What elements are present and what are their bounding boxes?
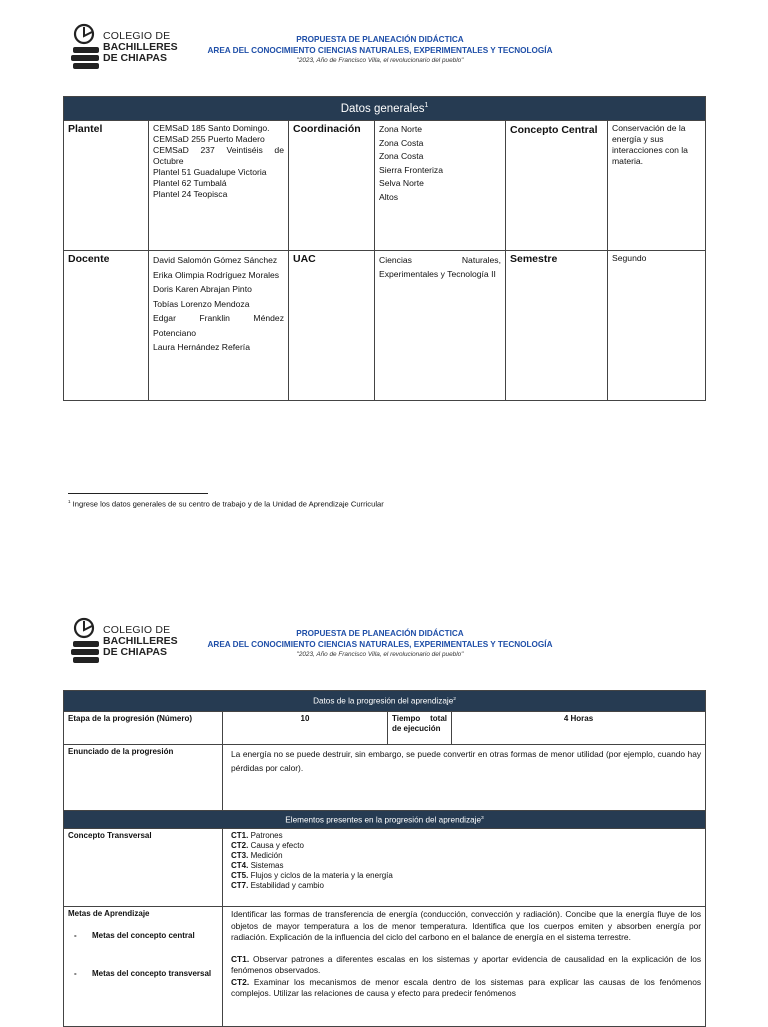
uac-value: Ciencias Naturales, Experimentales y Tecnología II <box>375 251 506 401</box>
plantel-item: Plantel 51 Guadalupe Victoria <box>153 167 267 177</box>
logo-line-2: BACHILLERES <box>103 41 178 53</box>
datos-generales-title: Datos generales$^1$ <box>64 97 706 121</box>
semestre-label: Semestre <box>506 251 608 401</box>
coordinacion-item: Sierra Fronteriza <box>379 164 443 175</box>
footnote-1: $^1$ Ingrese los datos generales de su centro de trabajo y de la Unidad de Aprendizaje Curricular <box>68 499 384 509</box>
coordinacion-item: Zona Costa <box>379 137 424 148</box>
progresion-table <box>63 690 706 1027</box>
header-title: PROPUESTA DE PLANEACIÓN DIDÁCTICA <box>296 629 464 638</box>
etapa-value: 10 <box>223 712 388 745</box>
coordinacion-list <box>375 121 506 251</box>
logo-line-2: BACHILLERES <box>103 635 178 647</box>
footnote-separator <box>68 493 208 494</box>
metas-transversal-label: - Metas del concepto transversal <box>74 969 212 978</box>
page-header <box>190 34 570 65</box>
elementos-title: Elementos presentes en la progresión del aprendizaje$^3$ <box>64 811 706 829</box>
books-logo-icon <box>70 22 100 72</box>
etapa-label: Etapa de la progresión (Número) <box>64 712 223 745</box>
ct-item: CT3. Medición <box>231 851 283 860</box>
concepto-central-value: Conservación de la energía y sus interacciones con la materia. <box>608 121 706 251</box>
plantel-list <box>149 121 289 251</box>
ct-item: CT2. Causa y efecto <box>231 841 304 850</box>
plantel-item: Plantel 62 Tumbalá <box>153 178 227 188</box>
docente-item: Tobías Lorenzo Mendoza <box>153 298 250 309</box>
header-motto: "2023, Año de Francisco Villa, el revolucionario del pueblo" <box>296 57 464 64</box>
docente-item: Laura Hernández Refería <box>153 342 250 352</box>
docente-label: Docente <box>64 251 149 401</box>
tiempo-label: Tiempo total de ejecución <box>388 712 452 745</box>
datos-generales-table <box>63 96 706 401</box>
metas-label-cell <box>64 907 223 1027</box>
docente-list <box>149 251 289 401</box>
ct-item: CT7. Estabilidad y cambio <box>231 881 324 890</box>
books-logo-icon <box>70 616 100 666</box>
header-subtitle: AREA DEL CONOCIMIENTO CIENCIAS NATURALES, EXPERIMENTALES Y TECNOLOGÍA <box>207 46 553 55</box>
plantel-item: CEMSaD 185 Santo Domingo. <box>153 123 270 133</box>
semestre-value: Segundo <box>608 251 706 401</box>
coordinacion-label: Coordinación <box>289 121 375 251</box>
metas-label: Metas de Aprendizaje <box>68 909 150 918</box>
coordinacion-item: Zona Norte <box>379 124 422 134</box>
footnote-mark: 2 <box>453 697 456 703</box>
ct-item: CT4. Sistemas <box>231 861 284 870</box>
logo-text <box>103 625 178 658</box>
concepto-central-label: Concepto Central <box>506 121 608 251</box>
header-title: PROPUESTA DE PLANEACIÓN DIDÁCTICA <box>296 35 464 44</box>
coordinacion-item: Selva Norte <box>379 178 424 188</box>
header-motto: "2023, Año de Francisco Villa, el revolucionario del pueblo" <box>296 651 464 658</box>
docente-item: Doris Karen Abrajan Pinto <box>153 284 252 294</box>
school-logo <box>70 616 185 666</box>
footnote-mark: 1 <box>424 102 429 110</box>
docente-item: David Salomón Gómez Sánchez <box>153 255 278 265</box>
tiempo-value: 4 Horas <box>452 712 706 745</box>
plantel-label: Plantel <box>64 121 149 251</box>
uac-label: UAC <box>289 251 375 401</box>
docente-item: Edgar Franklin Méndez Potenciano <box>153 313 284 338</box>
enunciado-value: La energía no se puede destruir, sin embargo, se puede convertir en otras formas de menor utilidad (por ejemplo, cuando hay pérdidas por calor). <box>223 745 706 811</box>
ct-item: CT5. Flujos y ciclos de la materia y la energía <box>231 871 393 880</box>
logo-line-1: COLEGIO DE <box>103 30 171 42</box>
metas-central-text: Identificar las formas de transferencia de energía (conducción, convección y radiación). Concibe que la energía fluye de los objetos de mayor temperatura a los de menor temperatura. Identifica que los cuerpos emiten y absorben energía por radiación. Explicación de la influencia del ciclo del carbono en el balance de energía en el sistema terrestre. <box>231 909 702 942</box>
school-logo <box>70 22 185 72</box>
header-subtitle: AREA DEL CONOCIMIENTO CIENCIAS NATURALES, EXPERIMENTALES Y TECNOLOGÍA <box>207 640 553 649</box>
metas-central-label: - Metas del concepto central <box>74 931 195 940</box>
plantel-item: CEMSaD 237 Veintiséis de Octubre <box>153 145 284 166</box>
enunciado-label: Enunciado de la progresión <box>64 745 223 811</box>
plantel-item: CEMSaD 255 Puerto Madero <box>153 134 265 144</box>
progresion-title: Datos de la progresión del aprendizaje$^2$ <box>64 691 706 712</box>
logo-line-3: DE CHIAPAS <box>103 52 167 64</box>
logo-line-1: COLEGIO DE <box>103 624 171 636</box>
docente-item: Erika Olimpia Rodríguez Morales <box>153 269 280 280</box>
ct-item: CT1. Patrones <box>231 831 283 840</box>
footnote-mark: 3 <box>481 815 484 821</box>
plantel-item: Plantel 24 Teopisca <box>153 189 228 199</box>
coordinacion-item: Zona Costa <box>379 151 424 161</box>
meta-ct1: CT1. Observar patrones a diferentes escalas en los sistemas y aportar evidencia de causalidad en la explicación de los fenómenos observados. <box>231 953 702 975</box>
logo-text <box>103 31 178 64</box>
coordinacion-item: Altos <box>379 191 399 202</box>
metas-content <box>223 907 706 1027</box>
ct-list <box>223 829 706 907</box>
meta-ct2: CT2. Examinar los mecanismos de menor escala dentro de los sistemas para explicar las causas de los fenómenos complejos. Utilizar las relaciones de causa y efecto para predecir fenómenos <box>231 976 702 998</box>
logo-line-3: DE CHIAPAS <box>103 646 167 658</box>
page-header <box>190 628 570 659</box>
concepto-transversal-label: Concepto Transversal <box>64 829 223 907</box>
